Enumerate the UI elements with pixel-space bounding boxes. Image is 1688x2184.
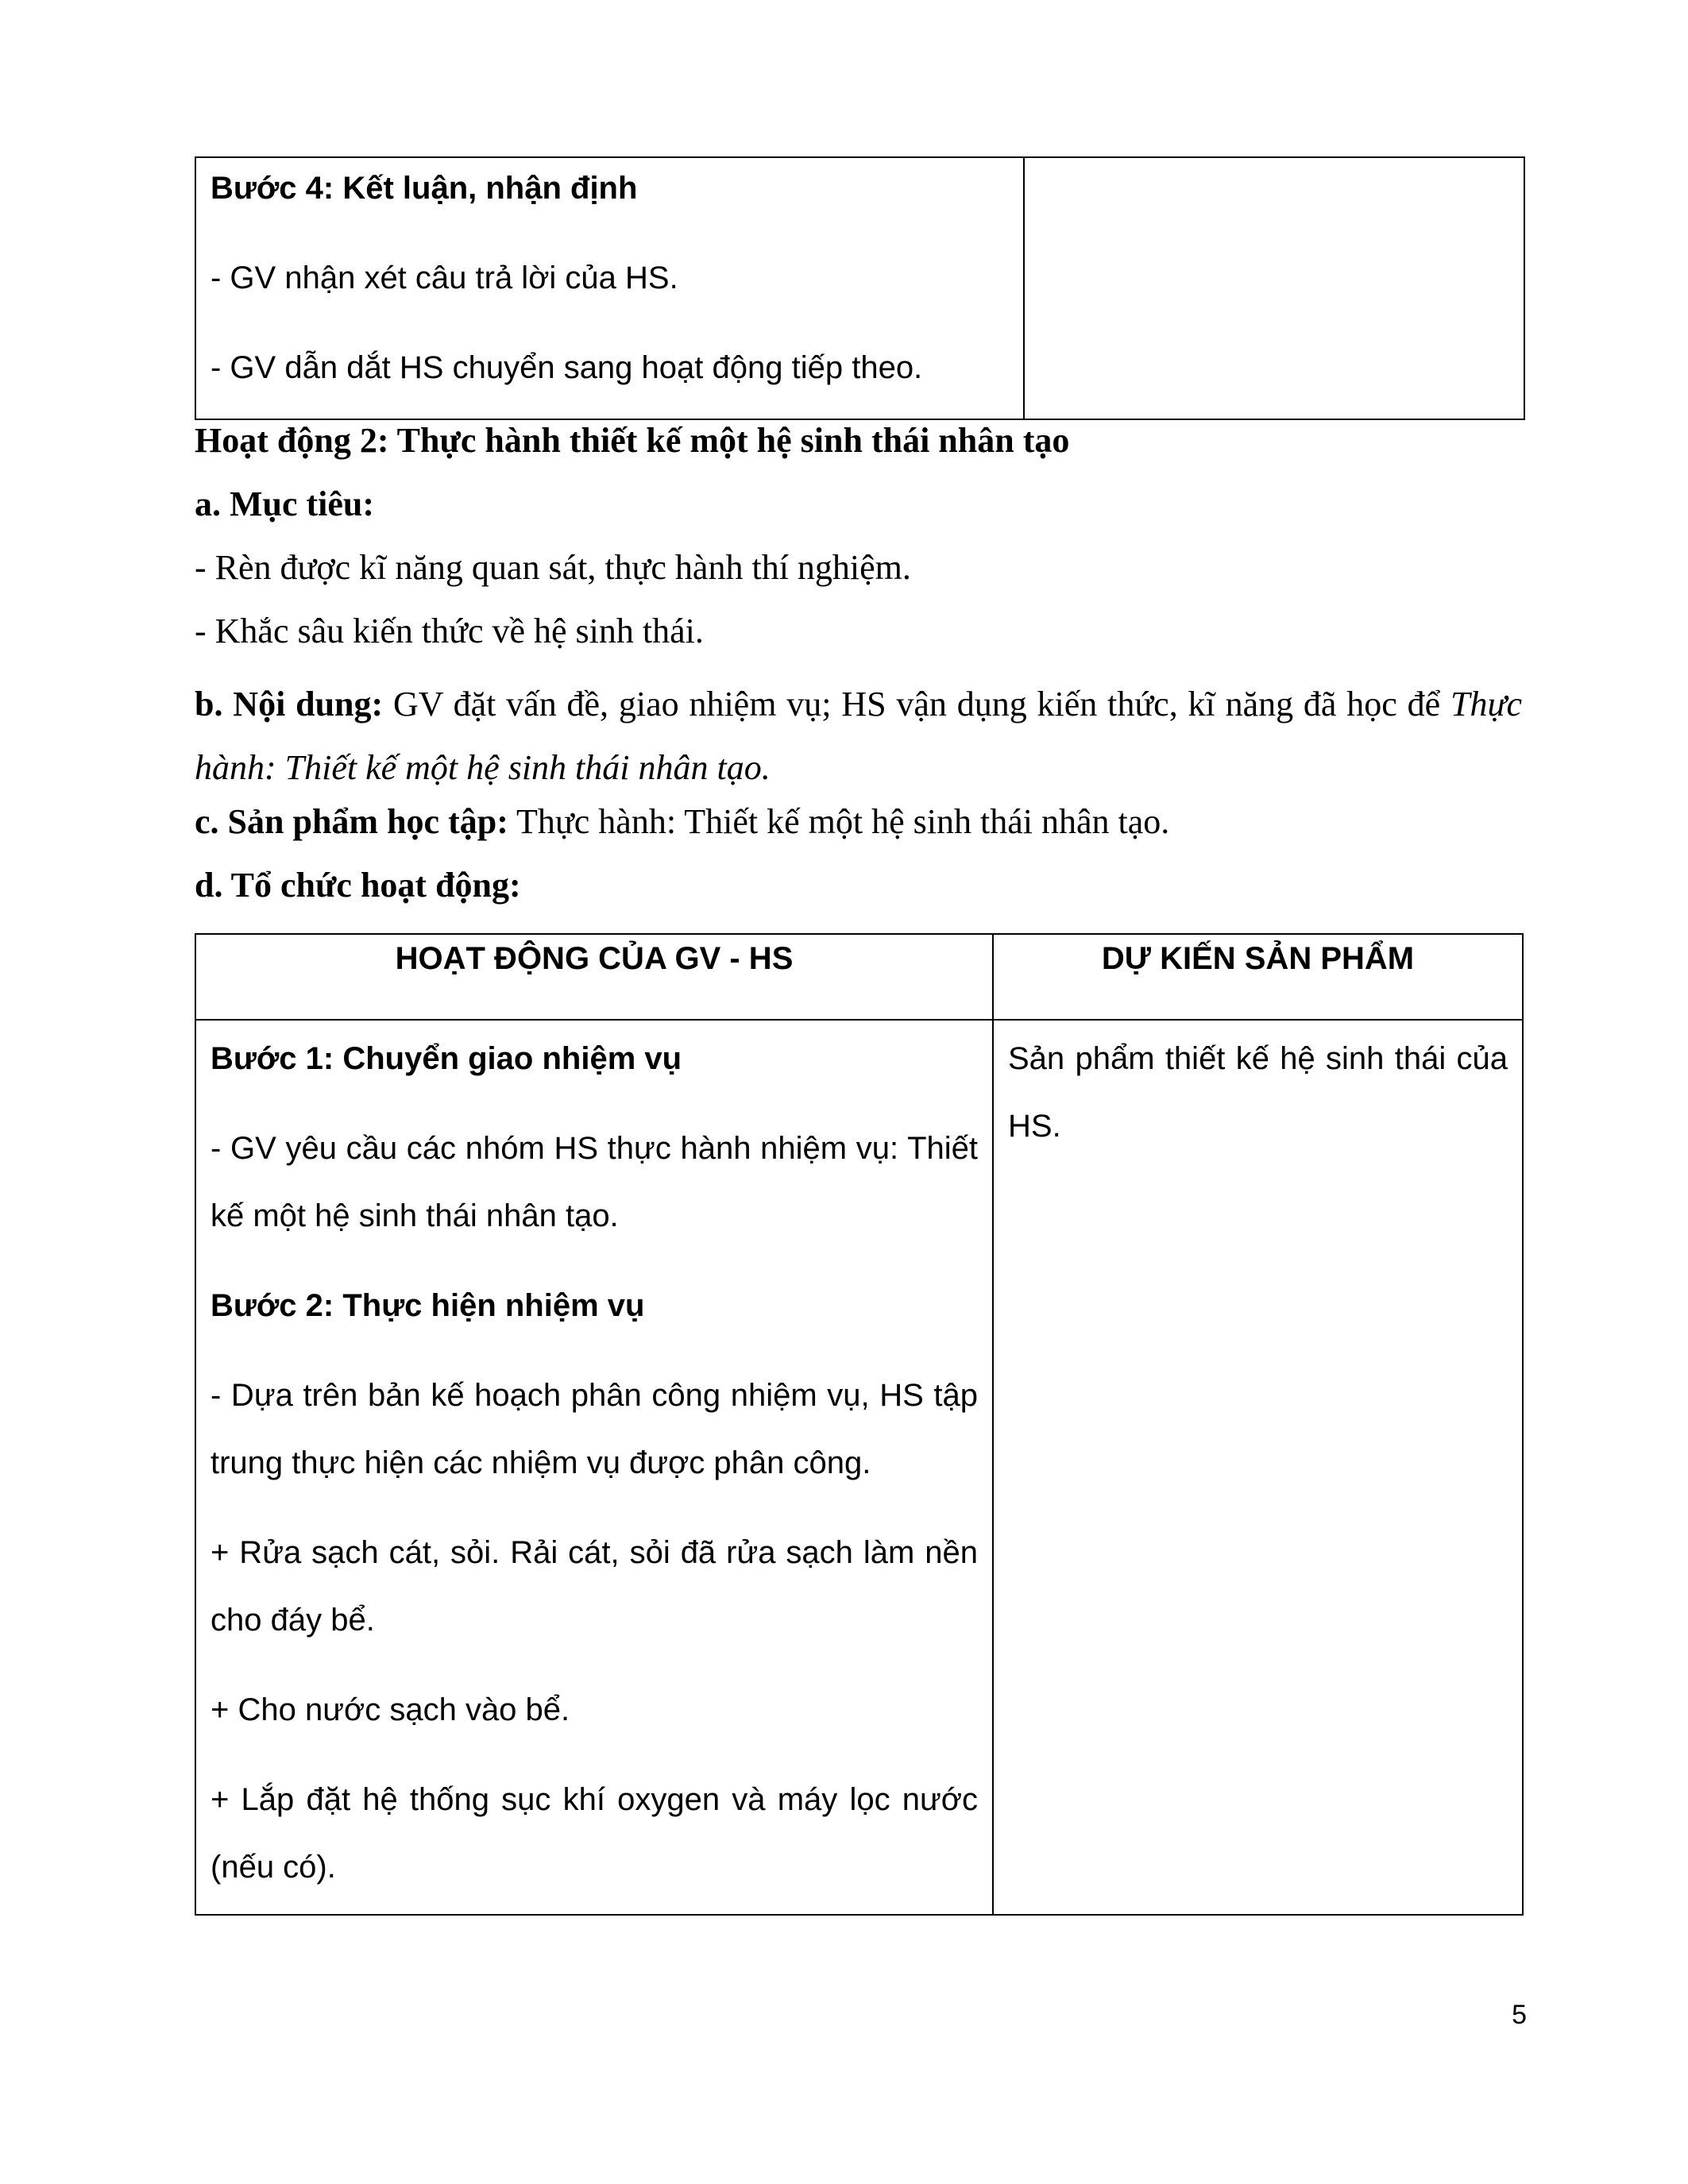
step2-item-2: + Cho nước sạch vào bể. <box>211 1692 570 1727</box>
step2-item-3: + Lắp đặt hệ thống sục khí oxygen và máy lọc nước (nếu có). <box>211 1782 978 1885</box>
step1-heading: Bước 1: Chuyển giao nhiệm vụ <box>211 1041 682 1076</box>
organize-label: d. Tổ chức hoạt động: <box>195 866 521 905</box>
step1-text: - GV yêu cầu các nhóm HS thực hành nhiệm vụ: Thiết kế một hệ sinh thái nhân tạo. <box>211 1131 978 1233</box>
content-label: b. Nội dung: <box>195 685 384 723</box>
table-header-row <box>195 934 1523 1020</box>
table-row <box>195 1020 1523 1915</box>
table-step4 <box>195 156 1525 420</box>
objective-item-2: - Khắc sâu kiến thức về hệ sinh thái. <box>195 612 704 650</box>
step2-text: - Dựa trên bản kế hoạch phân công nhiệm vụ, HS tập trung thực hiện các nhiệm vụ được phân công. <box>211 1378 978 1480</box>
step4-line-2: - GV dẫn dắt HS chuyển sang hoạt động tiếp theo. <box>211 350 923 385</box>
step2-item-1: + Rửa sạch cát, sỏi. Rải cát, sỏi đã rửa sạch làm nền cho đáy bể. <box>211 1535 978 1638</box>
content-paragraph <box>195 673 1522 800</box>
content-text: GV đặt vấn đề, giao nhiệm vụ; HS vận dụng kiến thức, kĩ năng đã học để <box>383 685 1450 723</box>
product-label: c. Sản phẩm học tập: <box>195 802 508 841</box>
step4-line-1: - GV nhận xét câu trả lời của HS. <box>211 260 678 295</box>
product-paragraph <box>195 800 1522 844</box>
step4-heading: Bước 4: Kết luận, nhận định <box>211 171 638 206</box>
product-text: Thực hành: Thiết kế một hệ sinh thái nhân tạo. <box>508 802 1170 841</box>
table-activity-2 <box>195 933 1524 1916</box>
header-activity: HOẠT ĐỘNG CỦA GV - HS <box>195 934 993 1020</box>
table-cell-product <box>993 1020 1523 1915</box>
objective-item-1: - Rèn được kĩ năng quan sát, thực hành thí nghiệm. <box>195 548 911 587</box>
table-cell-activity <box>195 1020 993 1915</box>
table-cell-activity <box>195 157 1024 419</box>
table-cell-product <box>1024 157 1524 419</box>
objective-label: a. Mục tiêu: <box>195 484 375 523</box>
page-number: 5 <box>1512 2000 1527 2030</box>
activity-title: Hoạt động 2: Thực hành thiết kế một hệ sinh thái nhân tạo <box>195 421 1070 460</box>
table-row <box>195 157 1524 419</box>
header-product: DỰ KIẾN SẢN PHẨM <box>993 934 1523 1020</box>
product-result: Sản phẩm thiết kế hệ sinh thái của HS. <box>1008 1041 1508 1144</box>
content-italic: Thực hành: Thiết kế một hệ sinh thái nhân tạo. <box>195 685 1522 787</box>
step2-heading: Bước 2: Thực hiện nhiệm vụ <box>211 1288 645 1323</box>
